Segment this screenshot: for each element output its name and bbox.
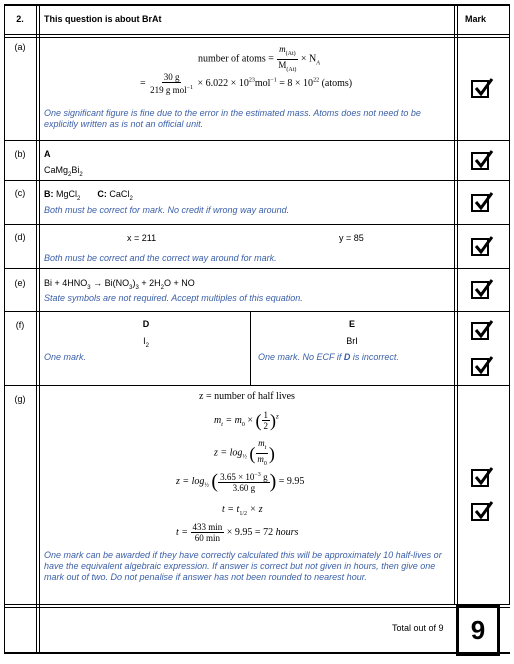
equation-text: × N — [300, 53, 317, 65]
subscript: 3 — [87, 284, 91, 291]
equation-text: mol — [254, 77, 271, 89]
formula-text: Bi — [71, 165, 80, 175]
checked-box-icon — [471, 358, 489, 376]
formula-text: CaMg — [44, 165, 69, 175]
answer-formula: BrI — [346, 336, 358, 346]
numerator: 1 — [263, 410, 269, 420]
answer-formula — [44, 335, 248, 352]
superscript: −3 — [254, 472, 261, 478]
denominator: 3.60 g — [232, 483, 256, 493]
half-life-line-5 — [222, 504, 263, 520]
subscript: 2 — [79, 171, 83, 178]
column-divider — [250, 311, 251, 385]
subscript: 2 — [160, 284, 164, 291]
fraction — [276, 44, 298, 75]
row-divider — [4, 140, 510, 141]
examiner-note: Both must be correct for mark. No credit if wrong way around. — [44, 205, 290, 215]
subscript: 2 — [77, 195, 81, 202]
part-label: (a) — [14, 42, 26, 52]
balanced-equation — [44, 277, 195, 294]
answer-key: C: — [97, 189, 107, 199]
subscript: 3 — [135, 284, 139, 291]
denominator: m — [257, 453, 264, 464]
checked-box-icon — [471, 281, 489, 299]
equation-text: × z — [249, 504, 263, 515]
equation-text: = m — [225, 414, 242, 426]
numerator: m — [279, 44, 286, 54]
equation-text: O + NO — [163, 278, 195, 288]
denominator: M — [278, 59, 287, 70]
note-text: One mark. No ECF if — [258, 352, 344, 362]
equation-text: Bi(NO — [104, 278, 130, 288]
numerator: 30 g — [163, 72, 180, 82]
answer-y: y = 85 — [339, 233, 364, 243]
equation-text: = 9.95 — [278, 475, 305, 487]
superscript: z — [276, 412, 279, 421]
half-life-line-2: $m_t = m_0$ × ( $\frac{1}{2}$ )$^z$ — [214, 410, 279, 431]
examiner-note: Both must be correct and the correct way around for mark. — [44, 253, 277, 263]
column-heading-e: E — [348, 319, 355, 329]
superscript: −1 — [186, 85, 194, 91]
total-label: Total out of 9 — [392, 623, 444, 633]
half-life-line-3: $z = \log_{\frac{1}{2}}$ ( $\frac{m_t}{m_0}$ ) — [214, 438, 275, 467]
checked-box-icon — [471, 322, 489, 340]
numerator: m — [258, 438, 265, 448]
fraction — [148, 72, 195, 95]
note-text: D — [343, 352, 351, 362]
superscript: 22 — [313, 77, 320, 84]
half-life-line-4: $z = \log_{\frac{1}{2}}$ ( $\frac{3.65 \times 10^{-3} g}{3.60 g}$ ) = 9.95 — [176, 470, 305, 493]
equation-text: number of atoms = — [198, 53, 274, 65]
superscript: −1 — [270, 77, 277, 84]
unit: hours — [275, 526, 299, 538]
column-divider — [454, 4, 458, 604]
fraction — [255, 438, 269, 469]
subscript: 0 — [263, 460, 267, 467]
part-label: (b) — [14, 149, 26, 159]
equation-text: (atoms) — [321, 77, 353, 89]
subscript: 2 — [68, 171, 72, 178]
part-label: (g) — [14, 394, 26, 404]
half-life-line-6 — [176, 522, 298, 543]
answer-key: B: — [44, 189, 54, 199]
table-top-border — [4, 4, 510, 6]
subscript: (At) — [285, 50, 296, 57]
formula-text: MgCl — [56, 189, 78, 199]
fraction — [191, 522, 225, 543]
formula-text: I — [143, 336, 146, 346]
equation-text: + 2H — [138, 278, 161, 288]
answer-formula — [44, 164, 83, 181]
subscript: 3 — [129, 284, 133, 291]
denominator: 60 min — [194, 533, 221, 543]
row-divider — [4, 34, 510, 35]
checked-box-icon — [471, 152, 489, 170]
table-right-border — [509, 4, 510, 604]
equation-text: × — [247, 414, 254, 426]
column-divider — [36, 4, 40, 654]
superscript: 23 — [248, 77, 255, 84]
subscript: 0 — [241, 421, 245, 428]
equation-text: t = t — [222, 504, 240, 515]
question-number: 2. — [16, 14, 24, 24]
equation-text: × 9.95 = 72 — [226, 526, 274, 538]
equation-text: = — [140, 77, 146, 89]
checked-box-icon — [471, 503, 489, 521]
equation-text: m — [214, 414, 222, 426]
answer-x: x = 211 — [127, 233, 157, 243]
numerator: 433 min — [192, 522, 223, 532]
row-divider — [4, 385, 510, 386]
denominator: 219 g mol — [150, 85, 187, 95]
examiner-note: One significant figure is fine due to the error in the estimated mass. Atoms does not need to be explicitly written as is not an official unit. — [44, 108, 421, 129]
equation-text: z = log — [176, 475, 205, 487]
fraction — [218, 470, 269, 493]
row-divider — [4, 37, 510, 38]
numerator: 3.65 × 10 — [220, 472, 255, 482]
subscript: t — [221, 421, 223, 428]
checked-box-icon — [471, 469, 489, 487]
row-divider — [4, 224, 510, 225]
half-life-line-1: z = number of half lives — [199, 391, 295, 402]
equation-text: = 8 × 10 — [279, 77, 314, 89]
examiner-note — [258, 352, 399, 363]
equation-text: t = — [176, 526, 189, 538]
question-title: This question is about BrAt — [44, 14, 162, 24]
checked-box-icon — [471, 80, 489, 98]
mark-column-header: Mark — [465, 14, 487, 24]
column-heading-d: D — [142, 319, 150, 329]
equation-text: Bi + 4HNO — [44, 278, 88, 288]
subscript: 1/2 — [239, 511, 247, 517]
checked-box-icon — [471, 194, 489, 212]
answer-formulas — [44, 188, 133, 205]
equation-text: z = log — [214, 447, 243, 459]
table-bottom-border — [4, 652, 510, 654]
part-label: (c) — [14, 188, 26, 198]
subscript: 2 — [129, 195, 133, 202]
part-label: (e) — [14, 278, 26, 288]
note-text: is incorrect. — [350, 352, 399, 362]
answer-letter: A — [44, 149, 51, 159]
examiner-note: State symbols are not required. Accept multiples of this equation. — [44, 293, 303, 303]
row-divider — [4, 268, 510, 269]
subscript: t — [264, 444, 267, 451]
row-divider — [4, 311, 510, 312]
equation-text: ) — [132, 278, 136, 288]
checked-box-icon — [471, 238, 489, 256]
part-label: (d) — [14, 232, 26, 242]
fraction — [262, 410, 271, 431]
unit: g — [263, 472, 268, 482]
reaction-arrow: → — [93, 278, 103, 288]
total-score-box: 9 — [456, 604, 500, 656]
row-divider — [4, 604, 510, 605]
subscript: (At) — [286, 66, 297, 73]
formula-text: CaCl — [109, 189, 130, 199]
equation-text: × 6.022 × 10 — [197, 77, 249, 89]
subscript: A — [316, 60, 320, 67]
row-divider — [4, 607, 510, 608]
subscript: 2 — [145, 342, 149, 349]
part-label: (f) — [15, 320, 25, 330]
examiner-note: One mark can be awarded if they have correctly calculated this will be approximately 10 half-lives or have the equivalent algebraic expression. If answer is correct but not given in hours, then give one mark out of two. Do not penalise if answer has not been rounded to nearest hour. — [44, 550, 442, 582]
atoms-calculation — [140, 72, 352, 95]
examiner-note: One mark. — [44, 352, 87, 362]
atoms-equation — [198, 44, 320, 75]
denominator: 2 — [263, 421, 269, 431]
